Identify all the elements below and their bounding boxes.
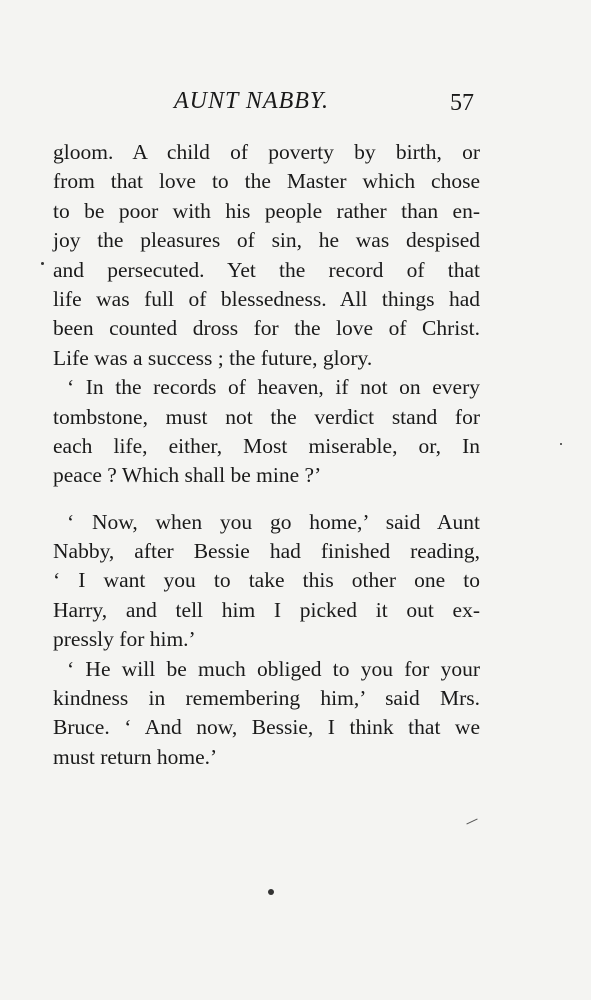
text-line: ‘ He will be much obliged to you for your [67, 656, 480, 681]
ink-speck [560, 443, 562, 445]
text-line: ‘ In the records of heaven, if not on every [67, 375, 480, 400]
text-line: from that love to the Master which chose [53, 169, 480, 194]
text-line: life was full of blessedness. All things had [53, 286, 480, 311]
stray-mark [466, 819, 477, 825]
page-header [0, 88, 591, 128]
text-line: and persecuted. Yet the record of that [53, 257, 480, 282]
text-line: joy the pleasures of sin, he was despised [53, 228, 480, 253]
page-number: 57 [450, 90, 474, 116]
text-line: Bruce. ‘ And now, Bessie, I think that we [53, 715, 480, 740]
text-line: been counted dross for the love of Christ. [53, 316, 480, 341]
text-line: Nabby, after Bessie had finished reading, [53, 539, 480, 564]
paragraph [53, 373, 480, 491]
text-line: each life, either, Most miserable, or, In [53, 433, 480, 458]
ink-speck [268, 889, 274, 895]
paragraph [53, 138, 480, 373]
text-line: peace ? Which shall be mine ?’ [53, 463, 322, 488]
text-line: pressly for him.’ [53, 627, 196, 652]
section-break [53, 491, 480, 508]
text-line: must return home.’ [53, 744, 218, 769]
paragraph [53, 655, 480, 773]
text-line: Harry, and tell him I picked it out ex- [53, 597, 480, 622]
text-line: ‘ Now, when you go home,’ said Aunt [67, 509, 480, 534]
text-line: to be poor with his people rather than en- [53, 198, 480, 223]
text-line: gloom. A child of poverty by birth, or [53, 140, 480, 164]
paragraph [53, 508, 480, 655]
text-line: ‘ I want you to take this other one to [53, 568, 480, 593]
ink-speck [41, 262, 44, 265]
text-line: Life was a success ; the future, glory. [53, 345, 373, 370]
text-line: kindness in remembering him,’ said Mrs. [53, 686, 480, 711]
body-text [53, 138, 480, 772]
running-head: AUNT NABBY. [174, 88, 330, 114]
text-line: tombstone, must not the verdict stand for [53, 404, 480, 429]
